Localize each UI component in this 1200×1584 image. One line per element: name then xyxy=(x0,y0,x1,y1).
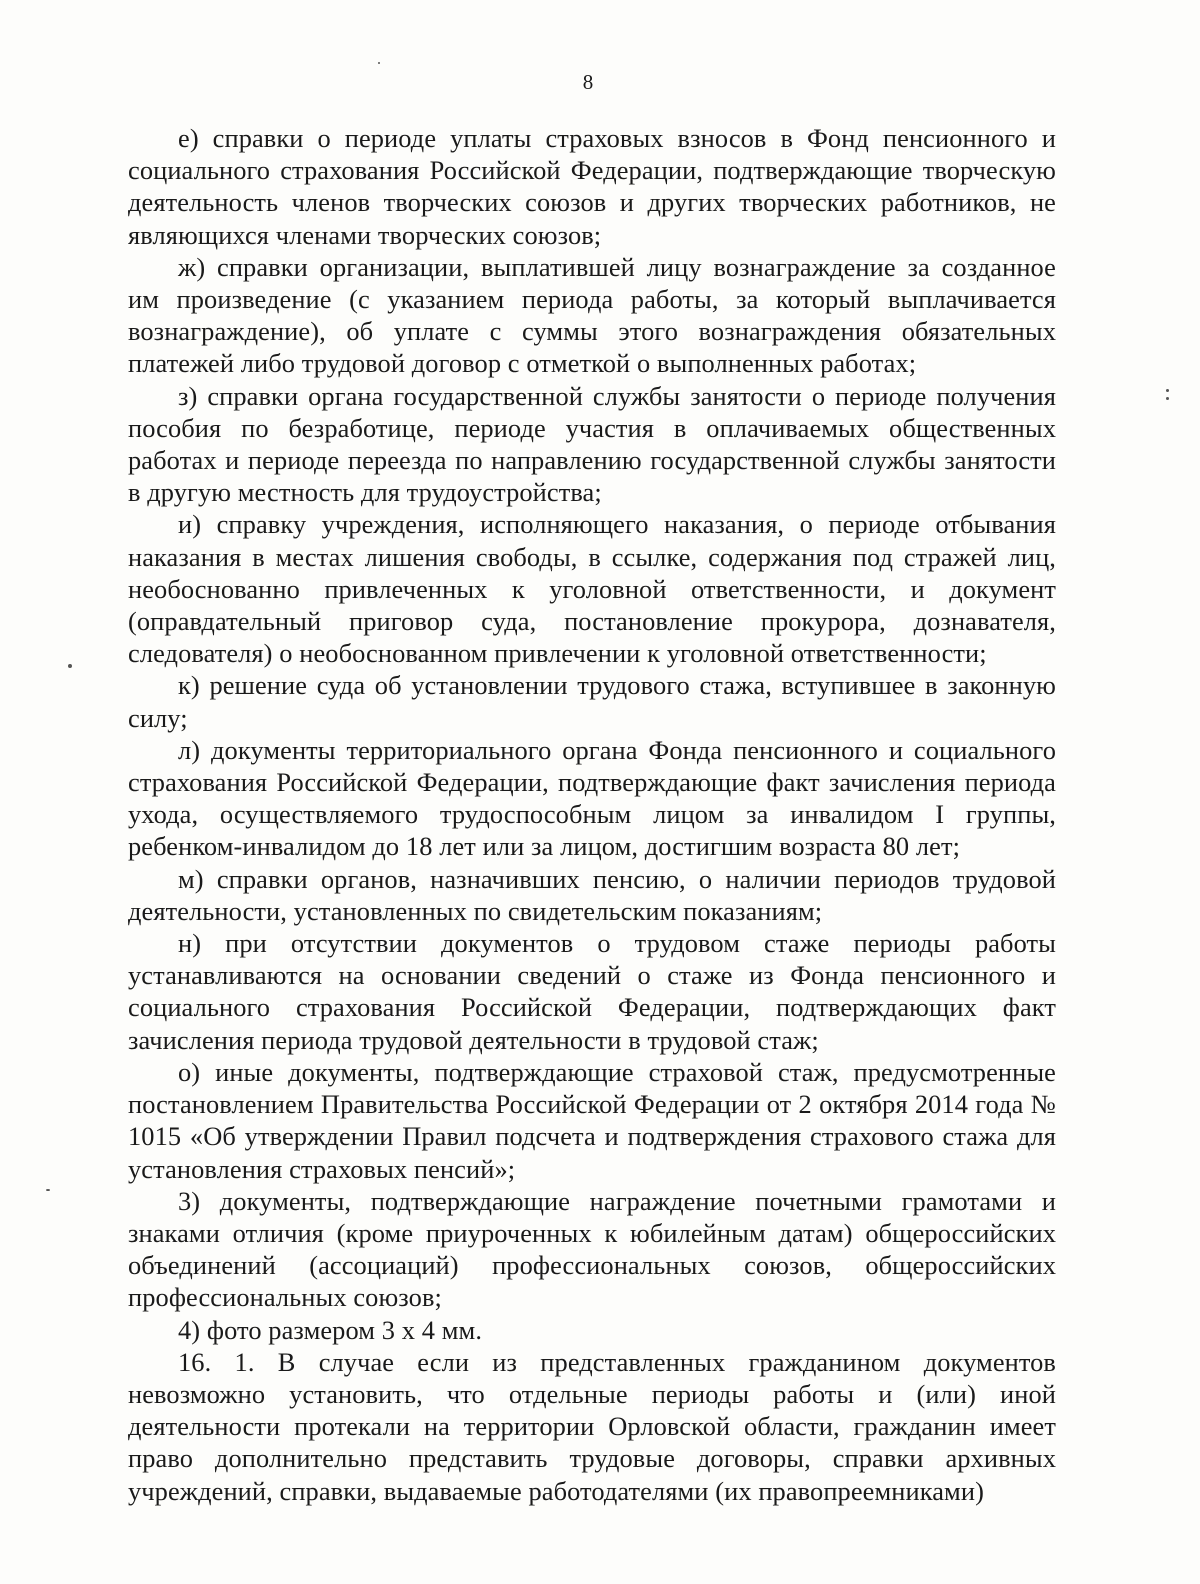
scan-speck xyxy=(1166,397,1169,400)
scan-speck xyxy=(378,62,380,64)
scan-speck xyxy=(1166,389,1169,392)
paragraph-4: 4) фото размером 3 х 4 мм. xyxy=(178,1314,483,1345)
paragraph-16-1: 16. 1. В случае если из представленных гражданином документов невозможно установить, что отдельные периоды работы и (или) иной деятельности протекали на территории Орловской области, гражданин имеет право дополнительно представить трудовые договоры, справки архивных учреждений, справки, выдаваемые работодателями (их правопреемниками) xyxy=(128,1346,1056,1506)
page-number: 8 xyxy=(582,70,594,94)
document-body xyxy=(128,122,1056,1507)
paragraph-m: м) справки органов, назначивших пенсию, о наличии периодов трудовой деятельности, установленных по свидетельским показаниям; xyxy=(128,863,1056,926)
scan-speck xyxy=(46,1189,50,1191)
paragraph-e: е) справки о периоде уплаты страховых взносов в Фонд пенсионного и социального страхования Российской Федерации, подтверждающие творческую деятельность членов творческих союзов и других творческих работников, не являющихся членами творческих союзов; xyxy=(128,123,1056,250)
paragraph-3: 3) документы, подтверждающие награждение почетными грамотами и знаками отличия (кроме приуроченных к юбилейным датам) общероссийских объединений (ассоциаций) профессиональных союзов, общероссийских профессиональных союзов; xyxy=(128,1185,1056,1313)
paragraph-i: и) справку учреждения, исполняющего наказания, о периоде отбывания наказания в местах лишения свободы, в ссылке, содержания под стражей лиц, необоснованно привлеченных к уголовной ответственности, и документ (оправдательный приговор суда, постановление прокурора, дознавателя, следователя) о необоснованном привлечении к уголовной ответственности; xyxy=(128,509,1056,669)
paragraph-z: з) справки органа государственной службы занятости о периоде получения пособия по безработице, периоде участия в оплачиваемых общественных работах и периоде переезда по направлению государственной службы занятости в другую местность для трудоустройства; xyxy=(128,380,1056,508)
paragraph-n: н) при отсутствии документов о трудовом стаже периоды работы устанавливаются на основании сведений о стаже из Фонда пенсионного и социального страхования Российской Федерации, подтверждающих факт зачисления периода трудовой деятельности в трудовой стаж; xyxy=(128,928,1056,1055)
scan-speck xyxy=(68,664,72,668)
paragraph-o: о) иные документы, подтверждающие страховой стаж, предусмотренные постановлением Правительства Российской Федерации от 2 октября 2014 года № 1015 «Об утверждении Правил подсчета и подтверждения страхового стажа для установления страховых пенсий»; xyxy=(128,1056,1056,1184)
paragraph-k: к) решение суда об установлении трудового стажа, вступившее в законную силу; xyxy=(128,670,1056,733)
paragraph-l: л) документы территориального органа Фонда пенсионного и социального страхования Российской Федерации, подтверждающие факт зачисления периода ухода, осуществляемого трудоспособным лицом за инвалидом I группы, ребенком-инвалидом до 18 лет или за лицом, достигшим возраста 80 лет; xyxy=(128,734,1056,862)
paragraph-zh: ж) справки организации, выплатившей лицу вознаграждение за созданное им произведение (с указанием периода работы, за который выплачивается вознаграждение), об уплате с суммы этого вознаграждения обязательных платежей либо трудовой договор с отметкой о выполненных работах; xyxy=(128,251,1056,379)
